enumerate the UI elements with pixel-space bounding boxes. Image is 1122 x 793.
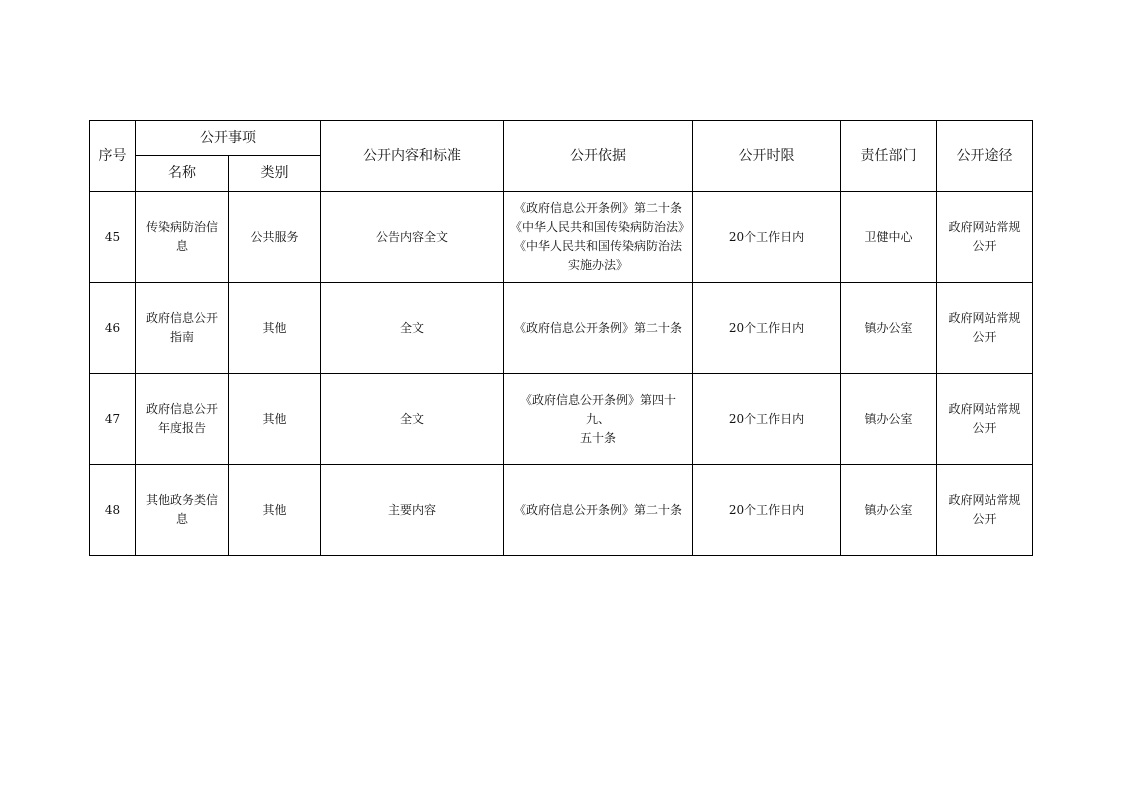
cell-basis xyxy=(504,283,693,374)
cell-name-line: 息 xyxy=(175,239,188,253)
table-row xyxy=(90,192,1033,283)
cell-time-limit: 20个工作日内 xyxy=(693,465,841,556)
cell-channel-line: 公开 xyxy=(972,330,997,344)
cell-department: 卫健中心 xyxy=(841,192,937,283)
cell-department: 镇办公室 xyxy=(841,283,937,374)
cell-seq: 48 xyxy=(90,465,136,556)
table-row xyxy=(90,374,1033,465)
cell-name-line: 政府信息公开 xyxy=(145,402,218,416)
cell-content: 公告内容全文 xyxy=(321,192,504,283)
cell-channel-line: 公开 xyxy=(972,239,997,253)
table-row xyxy=(90,283,1033,374)
cell-seq: 47 xyxy=(90,374,136,465)
cell-seq: 46 xyxy=(90,283,136,374)
cell-category: 公共服务 xyxy=(229,192,321,283)
cell-channel xyxy=(937,374,1033,465)
cell-name-line: 政府信息公开 xyxy=(145,311,218,325)
cell-basis xyxy=(504,374,693,465)
cell-category: 其他 xyxy=(229,465,321,556)
cell-basis-line: 《政府信息公开条例》第二十条 xyxy=(513,201,682,215)
cell-department: 镇办公室 xyxy=(841,465,937,556)
header-item-group: 公开事项 xyxy=(136,121,321,156)
cell-name-line: 传染病防治信 xyxy=(145,220,218,234)
header-basis: 公开依据 xyxy=(504,121,693,192)
cell-content: 全文 xyxy=(321,283,504,374)
cell-department: 镇办公室 xyxy=(841,374,937,465)
cell-name-line: 年度报告 xyxy=(157,421,206,435)
cell-basis xyxy=(504,192,693,283)
cell-basis-line: 《政府信息公开条例》第四十九、 xyxy=(519,392,676,426)
cell-content: 全文 xyxy=(321,374,504,465)
cell-name-line: 指南 xyxy=(169,330,194,344)
cell-channel-line: 政府网站常规 xyxy=(948,311,1021,325)
cell-name xyxy=(136,192,229,283)
cell-name xyxy=(136,283,229,374)
cell-channel-line: 公开 xyxy=(972,421,997,435)
cell-basis-line: 《政府信息公开条例》第二十条 xyxy=(513,320,682,335)
cell-time-limit: 20个工作日内 xyxy=(693,374,841,465)
header-channel: 公开途径 xyxy=(937,121,1033,192)
cell-name-line: 其他政务类信 xyxy=(145,493,218,507)
disclosure-table xyxy=(89,120,1033,556)
cell-category: 其他 xyxy=(229,374,321,465)
cell-time-limit: 20个工作日内 xyxy=(693,283,841,374)
header-time-limit: 公开时限 xyxy=(693,121,841,192)
header-name: 名称 xyxy=(136,156,229,192)
cell-name-line: 息 xyxy=(175,512,188,526)
header-seq: 序号 xyxy=(90,121,136,192)
cell-content: 主要内容 xyxy=(321,465,504,556)
cell-basis xyxy=(504,465,693,556)
cell-channel-line: 政府网站常规 xyxy=(948,402,1021,416)
cell-basis-line: 《中华人民共和国传染病防治法 xyxy=(513,239,682,253)
cell-time-limit: 20个工作日内 xyxy=(693,192,841,283)
cell-channel-line: 政府网站常规 xyxy=(948,493,1021,507)
table-row xyxy=(90,465,1033,556)
header-content: 公开内容和标准 xyxy=(321,121,504,192)
cell-channel-line: 政府网站常规 xyxy=(948,220,1021,234)
cell-basis-line: 五十条 xyxy=(579,430,616,445)
cell-seq: 45 xyxy=(90,192,136,283)
cell-channel xyxy=(937,283,1033,374)
cell-channel xyxy=(937,465,1033,556)
cell-basis-line: 实施办法》 xyxy=(567,258,628,272)
header-department: 责任部门 xyxy=(841,121,937,192)
cell-channel xyxy=(937,192,1033,283)
cell-channel-line: 公开 xyxy=(972,512,997,526)
header-category: 类别 xyxy=(229,156,321,192)
cell-name xyxy=(136,465,229,556)
cell-basis-line: 《政府信息公开条例》第二十条 xyxy=(513,502,682,517)
cell-name xyxy=(136,374,229,465)
cell-category: 其他 xyxy=(229,283,321,374)
cell-basis-line: 《中华人民共和国传染病防治法》 xyxy=(510,220,691,234)
